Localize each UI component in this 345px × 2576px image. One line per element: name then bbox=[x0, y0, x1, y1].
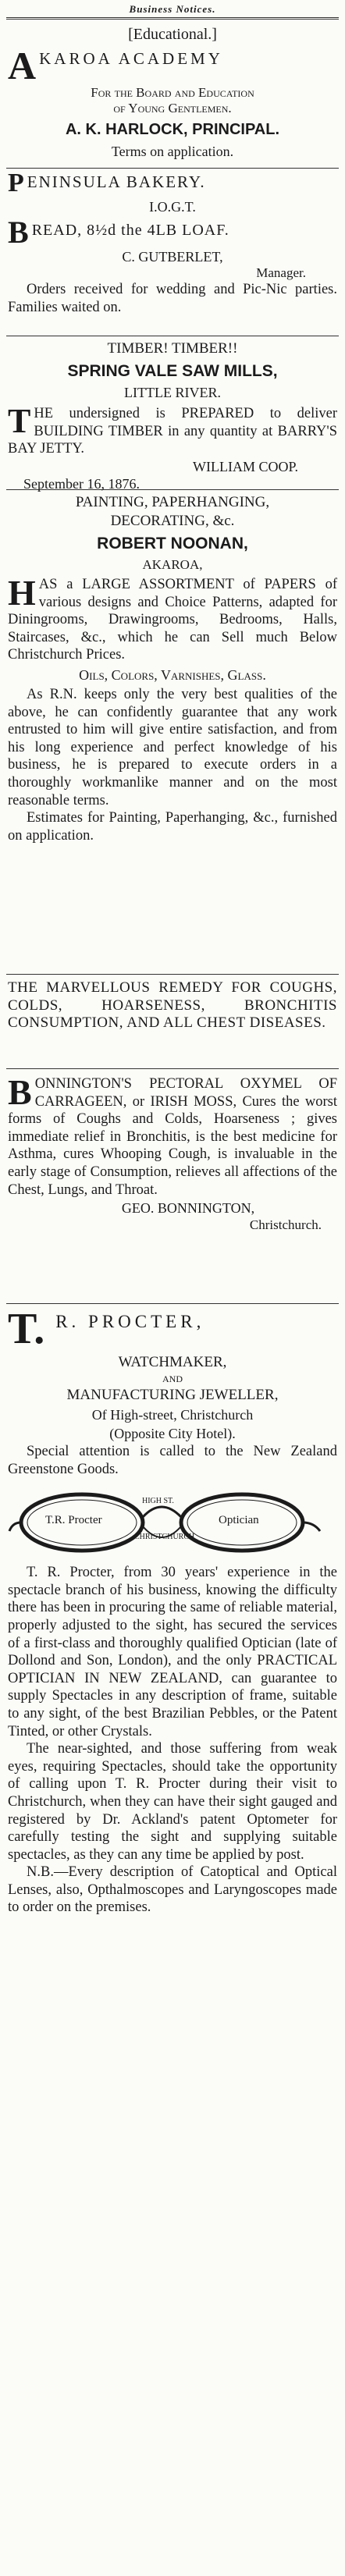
bakery-role: Manager. bbox=[256, 265, 306, 280]
academy-terms: Terms on application. bbox=[111, 144, 234, 159]
procter-body2: The near-sighted, and those suffering from weak eyes, requiring Spectacles, should take the opportunity of calling upon T. R. Procter during their visit to Christchurch, when they can have their sight gauged and registered by Dr. Ackland's patent Optometer for carefully testing the sight and supplying suitable spectacles, as they can any time be applied by post. bbox=[8, 1741, 337, 1863]
procter-role1: WATCHMAKER, bbox=[118, 1354, 227, 1370]
logo-right-label: Optician bbox=[219, 1514, 259, 1527]
procter-and: AND bbox=[162, 1373, 183, 1384]
bonnington-body bbox=[8, 1069, 337, 1199]
painting-place: AKAROA, bbox=[142, 557, 203, 572]
academy-line1: For the Board and Education bbox=[91, 85, 254, 100]
procter-body1: T. R. Procter, from 30 years' experience in the spectacle branch of his business, knowing the difficulty there has been in procuring the same of reliable material, properly adjusted to the sight, has secured the services of a first-class and thoroughly qualified Optician (late of Dollond and Son, London), and the only PRACTICAL OPTICIAN IN NEW ZEALAND, can guarantee to supply Spectacles in any description of frame, suitable to any sight, of the best Brazilian Pebbles, or the Patent Tinted, or other Crystals. bbox=[8, 1565, 337, 1739]
academy-ad bbox=[5, 20, 340, 168]
painting-body3: Estimates for Painting, Paperhanging, &c., furnished on application. bbox=[8, 810, 337, 844]
timber-date: September 16, 1876. bbox=[23, 475, 140, 492]
painting-line2: DECORATING, &c. bbox=[110, 513, 235, 529]
logo-left-label: T.R. Procter bbox=[45, 1514, 102, 1527]
procter-special: Special attention is called to the New Zealand Greenstone Goods. bbox=[8, 1444, 337, 1477]
bakery-proprietor: C. GUTBERLET, bbox=[122, 249, 223, 265]
academy-title bbox=[8, 46, 337, 85]
bread-initial: B bbox=[8, 215, 29, 250]
procter-opposite: (Opposite City Hotel). bbox=[109, 1426, 236, 1441]
logo-bottom-label: CHRISTCHURCH bbox=[134, 1533, 195, 1542]
bakery-order: I.O.G.T. bbox=[149, 199, 196, 215]
bonnington-town: Christchurch. bbox=[249, 1217, 322, 1233]
timber-initial: T bbox=[8, 402, 31, 440]
procter-body3: N.B.—Every description of Catoptical and Optical Lenses, also, Opthalmoscopes and Laryngoscopes made to order on the premises. bbox=[8, 1864, 337, 1916]
bakery-bread bbox=[8, 217, 337, 248]
procter-name: R. PROCTER, bbox=[55, 1312, 205, 1331]
painting-initial: H bbox=[8, 573, 36, 613]
painting-body1-text: AS a LARGE ASSORTMENT of PAPERS of various designs and Choice Patterns, adapted for Diningrooms, Drawingrooms, Bedrooms, Halls, Staircases, &c., which he can Sell much Below Christchurch Prices. bbox=[8, 577, 337, 663]
bakery-name: ENINSULA BAKERY. bbox=[27, 172, 206, 191]
painting-body2: As R.N. keeps only the very best qualities of the above, he can confidently guarantee that any work entrusted to him will give entire satisfaction, and from his long experience and perfect knowledge of his business, he is prepared to execute orders in a thoroughly workmanlike manner and on the most reasonable terms. bbox=[8, 686, 337, 808]
bonnington-signed: GEO. BONNINGTON, bbox=[121, 1200, 255, 1217]
bonnington-ad bbox=[5, 1069, 340, 1303]
timber-signed: WILLIAM COOP. bbox=[193, 458, 298, 474]
painting-ad bbox=[5, 490, 340, 974]
academy-tag: [Educational.] bbox=[128, 26, 217, 43]
procter-role2: MANUFACTURING JEWELLER, bbox=[66, 1387, 279, 1403]
academy-name: KAROA ACADEMY bbox=[39, 49, 223, 68]
bakery-ad bbox=[5, 169, 340, 336]
timber-ad bbox=[5, 336, 340, 492]
academy-principal: A. K. HARLOCK, PRINCIPAL. bbox=[65, 121, 280, 138]
remedy-body: THE MARVELLOUS REMEDY FOR COUGHS, COLDS, HOARSENESS, BRONCHITIS CONSUMPTION, AND ALL CHEST DISEASES. bbox=[8, 979, 337, 1031]
procter-title bbox=[8, 1304, 337, 1352]
painting-name: ROBERT NOONAN, bbox=[97, 535, 248, 553]
logo-top-label: HIGH ST. bbox=[142, 1497, 174, 1506]
timber-mill-name: SPRING VALE SAW MILLS, bbox=[67, 362, 278, 380]
academy-line2: of Young Gentlemen. bbox=[113, 101, 232, 115]
painting-oils: Oils, Colors, Varnishes, Glass. bbox=[79, 666, 266, 683]
procter-initial: T. bbox=[8, 1305, 45, 1353]
timber-place: LITTLE RIVER. bbox=[124, 385, 221, 400]
bakery-body: Orders received for wedding and Pic-Nic parties. Families waited on. bbox=[8, 282, 337, 315]
remedy-ad bbox=[5, 975, 340, 1068]
painting-line1: PAINTING, PAPERHANGING, bbox=[75, 494, 270, 510]
timber-body bbox=[8, 402, 337, 458]
academy-initial: A bbox=[8, 44, 37, 87]
spectacles-logo bbox=[8, 1486, 337, 1559]
timber-text: HE undersigned is PREPARED to deliver BUILDING TIMBER in any quantity at BARRY'S BAY JETTY. bbox=[8, 406, 337, 457]
bread-text: READ, 8½d the 4LB LOAF. bbox=[31, 222, 229, 239]
bonnington-initial: B bbox=[8, 1072, 32, 1112]
procter-address: Of High-street, Christchurch bbox=[91, 1407, 254, 1423]
bakery-title bbox=[8, 169, 337, 197]
painting-body1 bbox=[8, 573, 337, 664]
timber-cry: TIMBER! TIMBER!! bbox=[107, 340, 238, 357]
procter-ad bbox=[5, 1304, 340, 1917]
column-heading: Business Notices. bbox=[129, 3, 216, 15]
bakery-initial: P bbox=[8, 169, 24, 197]
bonnington-text: ONNINGTON'S PECTORAL OXYMEL OF CARRAGEEN, or IRISH MOSS, Cures the worst forms of Coughs and Colds, Hoarseness ; gives immediate relief in Bronchitis, is the best medicine for Asthma, cures Whooping Cough, is invaluable in the early stage of Consumption, relieves all affections of the Chest, Lungs, and Throat. bbox=[8, 1076, 337, 1198]
